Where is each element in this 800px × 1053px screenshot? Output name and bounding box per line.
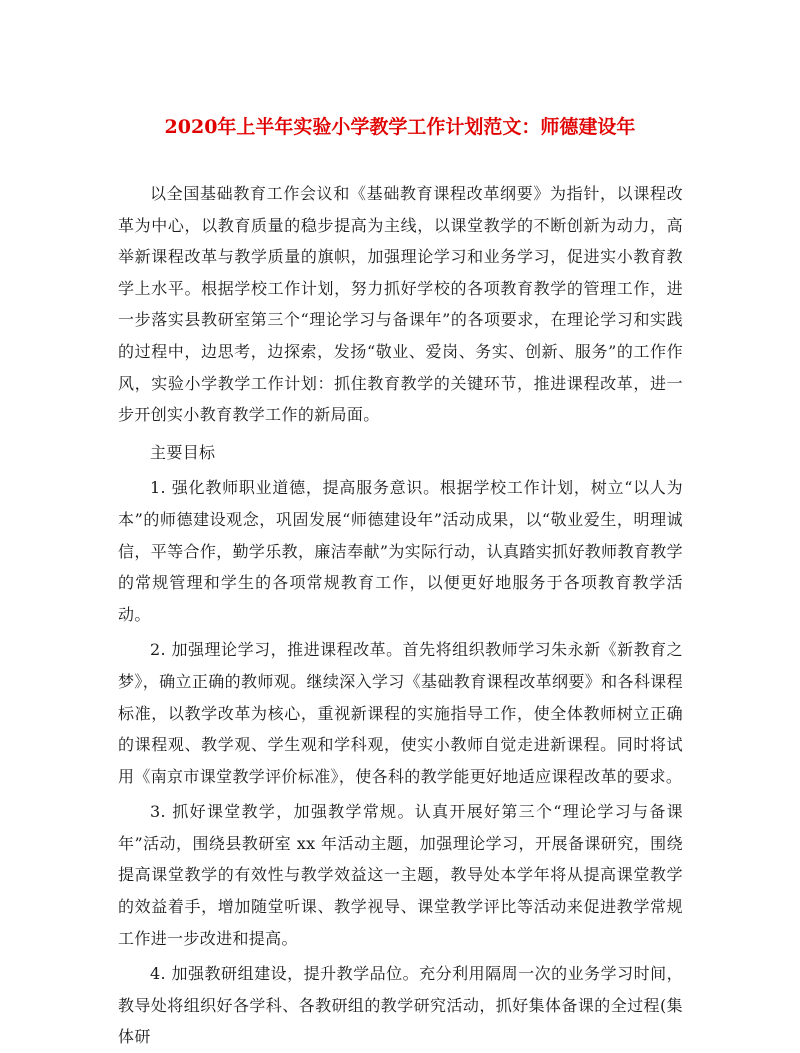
- goal-item-4: 4. 加强教研组建设，提升教学品位。充分利用隔周一次的业务学习时间，教导处将组织好各学科、各教研组的教学研究活动，抓好集体备课的全过程(集体研: [118, 964, 683, 1047]
- goal-item-1: 1. 强化教师职业道德，提高服务意识。根据学校工作计划，树立“以人为本”的师德建设观念，巩固发展“师德建设年”活动成果，以“敬业爱生，明理诚信，平等合作，勤学乐教，廉洁奉献”为实际行动，认真踏实抓好教师教育教学的常规管理和学生的各项常规教育工作，以便更好地服务于各项教育教学活动。: [118, 478, 683, 624]
- goal-item-3: 3. 抓好课堂教学，加强教学常规。认真开展好第三个“理论学习与备课年”活动，围绕县教研室 xx 年活动主题，加强理论学习，开展备课研究，围绕提高课堂教学的有效性与教学效益这一主题，教导处本学年将从提高课堂教学的效益着手，增加随堂听课、教学视导、课堂教学评比等活动来促进教学常规工作进一步改进和提高。: [118, 802, 683, 948]
- intro-paragraph: 以全国基础教育工作会议和《基础教育课程改革纲要》为指针，以课程改革为中心，以教育质量的稳步提高为主线，以课堂教学的不断创新为动力，高举新课程改革与教学质量的旗帜，加强理论学习和业务学习，促进实小教育教学上水平。根据学校工作计划，努力抓好学校的各项教育教学的管理工作，进一步落实县教研室第三个“理论学习与备课年”的各项要求，在理论学习和实践的过程中，边思考，边探索，发扬“敬业、爱岗、务实、创新、服务”的工作作风，实验小学教学工作计划：抓住教育教学的关键环节，推进课程改革，进一步开创实小教育教学工作的新局面。: [118, 184, 683, 425]
- document-title: 2020年上半年实验小学教学工作计划范文：师德建设年: [164, 116, 636, 138]
- section-heading: 主要目标: [150, 442, 216, 462]
- goal-item-2: 2. 加强理论学习，推进课程改革。首先将组织教师学习朱永新《新教育之梦》，确立正确的教师观。继续深入学习《基础教育课程改革纲要》和各科课程标准，以教学改革为核心，重视新课程的实施指导工作，使全体教师树立正确的课程观、教学观、学生观和学科观，使实小教师自觉走进新课程。同时将试用《南京市课堂教学评价标准》，使各科的教学能更好地适应课程改革的要求。: [118, 640, 683, 786]
- document-body: [118, 178, 683, 1053]
